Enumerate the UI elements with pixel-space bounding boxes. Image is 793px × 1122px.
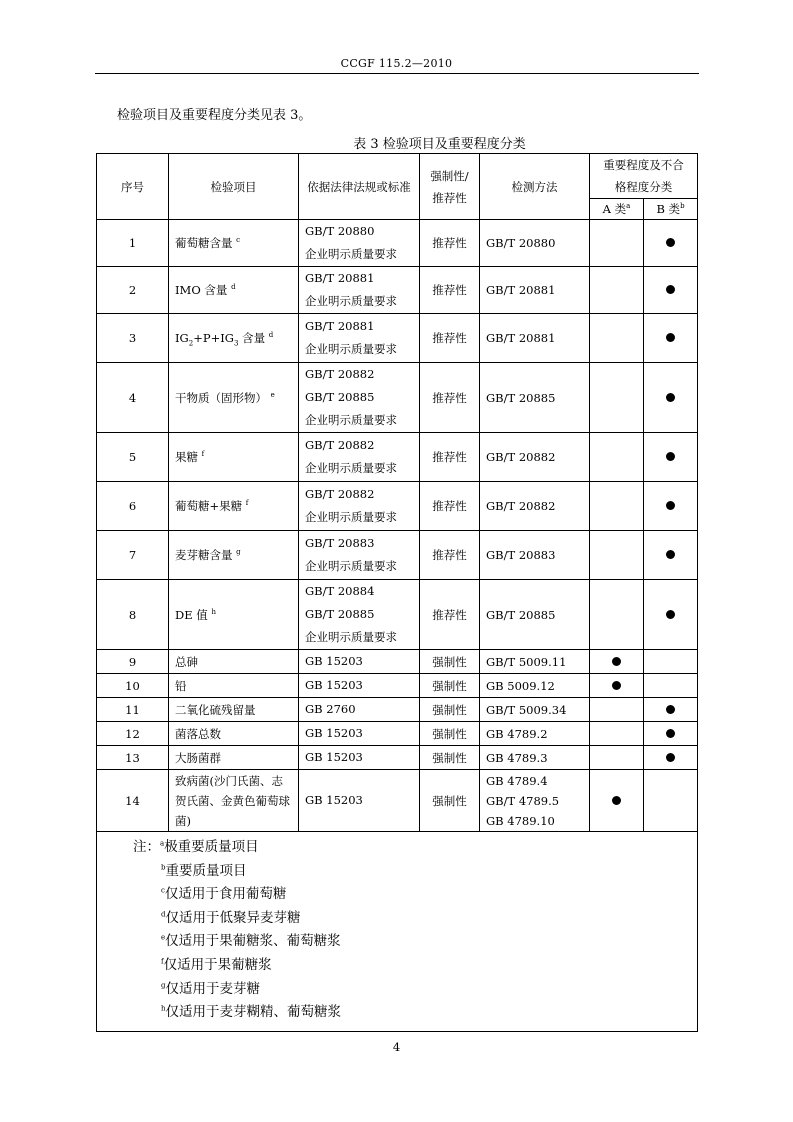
cell-class-a [590,267,644,314]
cell-item [169,314,299,363]
item-footnote-mark: h [211,607,216,616]
table-row [97,722,698,746]
cell-mandatory [420,698,480,722]
note-line [97,836,697,860]
filled-circle-icon [666,753,675,762]
cell-method [480,433,590,482]
basis-line: 企业明示质量要求 [305,247,397,261]
basis-line: GB/T 20882 [305,367,375,381]
cell-mandatory [420,314,480,363]
cell-class-a [590,314,644,363]
basis-line: 企业明示质量要求 [305,461,397,475]
note-line [97,930,697,954]
seq-number: 2 [128,283,137,297]
method-line: GB/T 5009.11 [486,654,567,669]
method-lines [486,652,589,672]
cell-class-a [590,770,644,832]
basis-lines [305,650,419,673]
seq-number: 4 [128,390,137,405]
cell-basis [299,220,420,267]
note-text: 仅适用于食用葡萄糖 [164,886,287,903]
cell-basis [299,650,420,674]
method-lines [486,280,589,300]
cell-class-a [590,220,644,267]
method-line: GB/T 5009.34 [486,702,567,717]
cell-class-a [590,580,644,650]
method-line: GB 5009.12 [486,678,555,693]
filled-circle-icon [666,333,675,342]
col-header-method: 检测方法 [480,154,590,220]
note-line [97,954,697,978]
cell-method [480,698,590,722]
item-name: DE 值 [175,607,208,622]
filled-circle-icon [666,238,675,247]
table-row [97,363,698,433]
filled-circle-icon [666,729,675,738]
item-line: 致病菌(沙门氏菌、志 [175,773,283,788]
basis-line: GB/T 20881 [305,271,375,285]
cell-class-a [590,698,644,722]
mandatory-value: 强制性 [432,702,467,717]
method-line: GB/T 20885 [486,390,556,405]
cell-seq [97,722,169,746]
method-line: GB/T 20882 [486,450,556,464]
cell-basis [299,674,420,698]
item-footnote-mark: e [270,390,275,399]
method-line: GB/T 20881 [486,331,556,345]
cell-class-b [644,674,698,698]
note-text: 重要质量项目 [165,862,247,879]
basis-lines [305,267,419,313]
cell-seq [97,314,169,363]
filled-circle-icon [666,452,675,461]
note-mark: c [161,886,165,895]
item-footnote-mark: d [268,331,274,340]
cell-item [169,674,299,698]
cell-item [169,220,299,267]
cell-seq [97,770,169,832]
basis-lines [305,580,419,649]
cell-seq [97,220,169,267]
basis-lines [305,315,419,361]
cell-item [169,770,299,832]
basis-lines [305,746,419,769]
basis-line: GB/T 20882 [305,438,375,452]
cell-seq [97,482,169,531]
basis-line: GB 15203 [305,793,363,807]
note-line [97,1001,697,1025]
cell-basis [299,698,420,722]
table-row [97,698,698,722]
cell-seq [97,363,169,433]
method-lines [486,545,589,565]
item-name: $IG_2+P+IG_3$ 含量 [175,331,266,348]
seq-number: 1 [128,236,137,250]
basis-lines [305,434,419,480]
note-mark: d [161,910,166,919]
note-text: 仅适用于果葡糖浆、葡萄糖浆 [165,933,341,950]
cell-item [169,267,299,314]
cell-method [480,746,590,770]
item-footnote-mark: f [201,450,205,459]
cell-mandatory [420,722,480,746]
method-line: GB/T 20881 [486,283,556,297]
cell-class-a [590,650,644,674]
method-lines [486,447,589,467]
notes-list [97,836,697,1025]
basis-line: GB/T 20881 [305,319,375,333]
mandatory-value: 推荐性 [432,236,467,250]
table-body [97,220,698,832]
mandatory-value: 强制性 [432,678,467,693]
basis-line: 企业明示质量要求 [305,294,397,308]
filled-circle-icon [666,550,675,559]
item-name: 干物质（固形物） [175,390,267,405]
cell-mandatory [420,220,480,267]
cell-seq [97,674,169,698]
cell-seq [97,433,169,482]
method-lines [486,676,589,696]
cell-item [169,698,299,722]
seq-number: 5 [128,450,137,464]
cell-mandatory [420,267,480,314]
table-row [97,746,698,770]
item-name: 葡萄糖含量 [175,236,233,250]
cell-class-b [644,698,698,722]
cell-method [480,267,590,314]
method-line: GB/T 20880 [486,236,556,250]
cell-class-b [644,650,698,674]
basis-line: 企业明示质量要求 [305,342,397,356]
seq-number: 14 [125,793,140,808]
notes-row [97,832,698,1032]
col-header-class-b: B 类$^b$ [644,199,698,220]
note-mark: b [161,863,166,872]
notes-label: 注： [133,839,160,855]
basis-lines [305,483,419,529]
method-line: GB/T 4789.5 [486,793,560,808]
cell-class-a [590,531,644,580]
cell-method [480,482,590,531]
note-mark: g [161,981,166,990]
item-line: 贺氏菌、金黄色葡萄球 [175,793,290,808]
note-text: 仅适用于低聚异麦芽糖 [165,909,301,926]
mandatory-value: 强制性 [432,726,467,741]
cell-item [169,650,299,674]
note-mark: a [160,839,165,848]
intro-text: 检验项目及重要程度分类见表 3。 [117,108,312,123]
cell-item [169,363,299,433]
item-footnote-mark: c [236,236,241,245]
basis-lines [305,363,419,432]
col-header-class-a: A 类$^a$ [590,199,644,220]
note-line [97,907,697,931]
seq-number: 3 [128,331,137,345]
cell-mandatory [420,482,480,531]
table-row [97,580,698,650]
note-mark: f [161,957,164,966]
cell-item [169,482,299,531]
method-line: GB 4789.2 [486,726,548,741]
basis-line: GB/T 20883 [305,536,375,550]
basis-line: GB 15203 [305,678,363,692]
item-name: 麦芽糖含量 [175,548,233,562]
cell-item [169,531,299,580]
cell-item [169,722,299,746]
cell-class-a [590,433,644,482]
item-name: 葡萄糖+果糖 [175,499,243,513]
cell-class-b [644,482,698,531]
mandatory-value: 强制性 [432,793,467,808]
cell-item [169,746,299,770]
filled-circle-icon [666,610,675,619]
item-footnote-mark: d [231,283,236,292]
cell-basis [299,722,420,746]
cell-method [480,220,590,267]
item-name: 果糖 [175,450,198,464]
cell-method [480,650,590,674]
seq-number: 12 [125,726,140,741]
basis-line: 企业明示质量要求 [305,630,397,644]
mandatory-value: 强制性 [432,654,467,669]
method-lines [486,233,589,253]
basis-line: GB/T 20885 [305,607,375,621]
cell-basis [299,267,420,314]
filled-circle-icon [666,501,675,510]
table-row [97,770,698,832]
cell-mandatory [420,531,480,580]
table-row [97,433,698,482]
cell-class-b [644,722,698,746]
cell-method [480,674,590,698]
cell-class-a [590,722,644,746]
cell-basis [299,482,420,531]
cell-method [480,531,590,580]
cell-seq [97,580,169,650]
mandatory-value: 推荐性 [432,607,467,622]
table-row [97,674,698,698]
seq-number: 6 [128,499,137,513]
method-lines [486,328,589,348]
col-header-importance: 重要程度及不合格程度分类 [590,154,698,199]
seq-number: 7 [128,548,137,562]
mandatory-value: 推荐性 [432,450,467,464]
cell-basis [299,314,420,363]
cell-class-b [644,267,698,314]
cell-class-a [590,482,644,531]
basis-lines [305,698,419,721]
cell-seq [97,267,169,314]
seq-number: 8 [128,607,137,622]
basis-line: GB/T 20882 [305,487,375,501]
filled-circle-icon [666,285,675,294]
note-text: 仅适用于果葡糖浆 [163,956,272,973]
note-mark: h [161,1004,166,1013]
header-rule [95,73,699,74]
cell-seq [97,746,169,770]
note-text: 极重要质量项目 [164,839,259,855]
basis-line: 企业明示质量要求 [305,413,397,427]
seq-number: 13 [125,750,140,765]
header-row [97,154,698,199]
method-line: GB/T 20885 [486,607,556,622]
cell-mandatory [420,433,480,482]
mandatory-value: 推荐性 [432,499,467,513]
cell-class-b [644,746,698,770]
method-line: GB 4789.3 [486,750,548,765]
document-code: CCGF 115.2—2010 [340,57,453,70]
item-name: 菌落总数 [175,726,221,741]
basis-line: GB/T 20884 [305,584,375,598]
cell-class-b [644,314,698,363]
cell-method [480,722,590,746]
basis-lines [305,789,419,812]
method-lines [486,496,589,516]
note-line [97,883,697,907]
cell-class-a [590,674,644,698]
mandatory-value: 推荐性 [432,331,467,345]
cell-class-a [590,746,644,770]
basis-line: GB/T 20880 [305,224,375,238]
filled-circle-icon [666,393,675,402]
filled-circle-icon [666,705,675,714]
item-name: 大肠菌群 [175,750,221,765]
notes-cell [97,832,698,1032]
cell-basis [299,531,420,580]
item-name: 铅 [175,678,187,693]
table-title: 表 3 检验项目及重要程度分类 [353,137,526,152]
page-number: 4 [392,1040,401,1054]
method-line: GB/T 20883 [486,548,556,562]
item-footnote-mark: g [236,548,241,557]
cell-item [169,433,299,482]
cell-class-b [644,531,698,580]
method-lines [486,748,589,768]
cell-class-b [644,770,698,832]
item-line: 菌) [175,813,191,828]
cell-class-b [644,433,698,482]
cell-method [480,580,590,650]
cell-mandatory [420,580,480,650]
note-text: 仅适用于麦芽糖 [165,980,260,997]
cell-seq [97,531,169,580]
cell-basis [299,746,420,770]
note-line [97,978,697,1002]
cell-seq [97,650,169,674]
cell-mandatory [420,746,480,770]
cell-mandatory [420,674,480,698]
table-row [97,314,698,363]
cell-mandatory [420,363,480,433]
method-lines [486,388,589,408]
mandatory-value: 强制性 [432,750,467,765]
cell-mandatory [420,650,480,674]
mandatory-value: 推荐性 [432,548,467,562]
method-lines [486,605,589,625]
table-row [97,220,698,267]
item-name: IMO 含量 [175,283,228,297]
method-line: GB 4789.10 [486,813,555,828]
item-name: 总砷 [175,654,198,669]
cell-method [480,363,590,433]
basis-lines [305,674,419,697]
table-row [97,531,698,580]
cell-mandatory [420,770,480,832]
inspection-table [96,153,698,1032]
mandatory-value: 推荐性 [432,390,467,405]
col-header-mandatory: 强制性/推荐性 [420,154,480,220]
basis-line: 企业明示质量要求 [305,510,397,524]
basis-line: GB 15203 [305,654,363,668]
basis-lines [305,722,419,745]
method-line: GB 4789.4 [486,773,548,788]
basis-lines [305,220,419,266]
cell-class-b [644,363,698,433]
note-text: 仅适用于麦芽糊精、葡萄糖浆 [165,1004,342,1021]
method-lines [486,724,589,744]
col-header-basis: 依据法律法规或标准 [299,154,420,220]
item-lines [175,771,298,831]
cell-method [480,770,590,832]
cell-seq [97,698,169,722]
cell-item [169,580,299,650]
method-line: GB/T 20882 [486,499,556,513]
col-header-item: 检验项目 [169,154,299,220]
method-lines [486,700,589,720]
cell-class-a [590,363,644,433]
method-lines [486,771,589,831]
note-mark: e [161,933,166,942]
seq-number: 9 [128,654,137,669]
seq-number: 10 [125,678,140,693]
basis-line: GB 2760 [305,702,356,716]
cell-basis [299,363,420,433]
cell-basis [299,433,420,482]
col-header-seq: 序号 [97,154,169,220]
basis-line: GB 15203 [305,726,363,740]
mandatory-value: 推荐性 [432,283,467,297]
filled-circle-icon [612,796,621,805]
item-footnote-mark: f [245,499,249,508]
cell-basis [299,580,420,650]
seq-number: 11 [125,702,140,717]
cell-method [480,314,590,363]
basis-lines [305,532,419,578]
basis-line: GB/T 20885 [305,390,375,404]
note-line [97,860,697,884]
table-row [97,482,698,531]
basis-line: 企业明示质量要求 [305,559,397,573]
cell-basis [299,770,420,832]
table-row [97,650,698,674]
basis-line: GB 15203 [305,750,363,764]
filled-circle-icon [612,681,621,690]
table-row [97,267,698,314]
filled-circle-icon [612,657,621,666]
cell-class-b [644,580,698,650]
item-name: 二氧化硫残留量 [175,702,256,717]
cell-class-b [644,220,698,267]
